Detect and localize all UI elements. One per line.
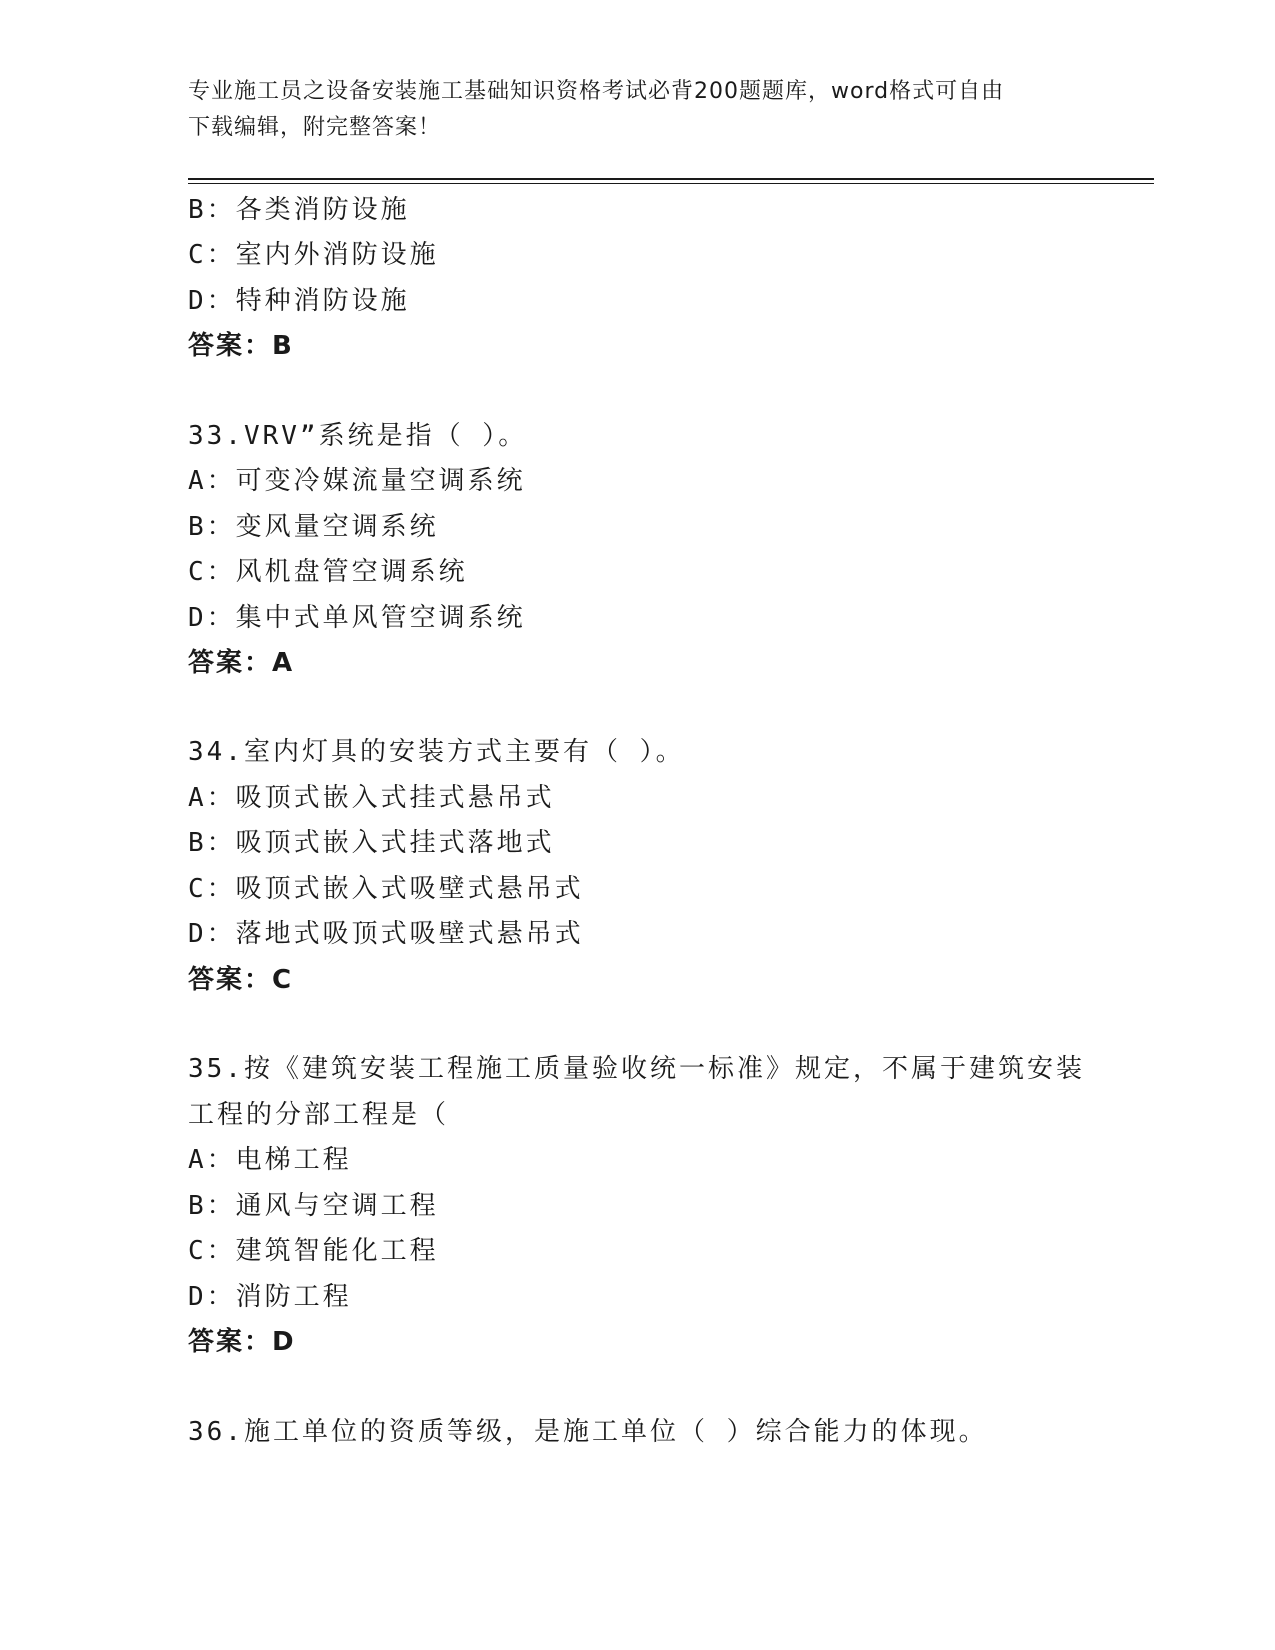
q33-option-b: B：变风量空调系统	[188, 512, 439, 542]
q34-option-c: C：吸顶式嵌入式吸壁式悬吊式	[188, 874, 584, 904]
q35-question-line-2: 工程的分部工程是（	[188, 1100, 450, 1130]
q32-option-c: C：室内外消防设施	[188, 240, 439, 270]
q32-option-d: D：特种消防设施	[188, 286, 410, 316]
q34-question: 34.室内灯具的安装方式主要有（ ）。	[188, 737, 685, 767]
q35-option-d: D：消防工程	[188, 1282, 352, 1312]
q33-answer: 答案：A	[188, 648, 295, 678]
q35-option-b: B：通风与空调工程	[188, 1191, 439, 1221]
header-divider-thick	[188, 178, 1154, 180]
q32-option-b: B：各类消防设施	[188, 195, 410, 225]
q34-option-a: A：吸顶式嵌入式挂式悬吊式	[188, 783, 555, 813]
q33-question: 33.VRV”系统是指（ ）。	[188, 421, 528, 451]
q36-question: 36.施工单位的资质等级，是施工单位（ ）综合能力的体现。	[188, 1417, 988, 1447]
q34-option-b: B：吸顶式嵌入式挂式落地式	[188, 828, 555, 858]
q33-option-c: C：风机盘管空调系统	[188, 557, 468, 587]
header-line-1: 专业施工员之设备安装施工基础知识资格考试必背200题题库，word格式可自由	[188, 79, 1005, 104]
header-divider-thin	[188, 183, 1154, 184]
q35-answer: 答案：D	[188, 1327, 296, 1357]
q33-option-a: A：可变冷媒流量空调系统	[188, 466, 526, 496]
q35-option-c: C：建筑智能化工程	[188, 1236, 439, 1266]
q35-question-line-1: 35.按《建筑安装工程施工质量验收统一标准》规定，不属于建筑安装	[188, 1054, 1085, 1084]
q34-option-d: D：落地式吸顶式吸壁式悬吊式	[188, 919, 584, 949]
q35-option-a: A：电梯工程	[188, 1145, 352, 1175]
header-line-2: 下载编辑，附完整答案！	[188, 115, 442, 140]
q34-answer: 答案：C	[188, 965, 294, 995]
document-header	[188, 74, 1088, 146]
q33-option-d: D：集中式单风管空调系统	[188, 603, 526, 633]
q32-answer: 答案：B	[188, 331, 294, 361]
